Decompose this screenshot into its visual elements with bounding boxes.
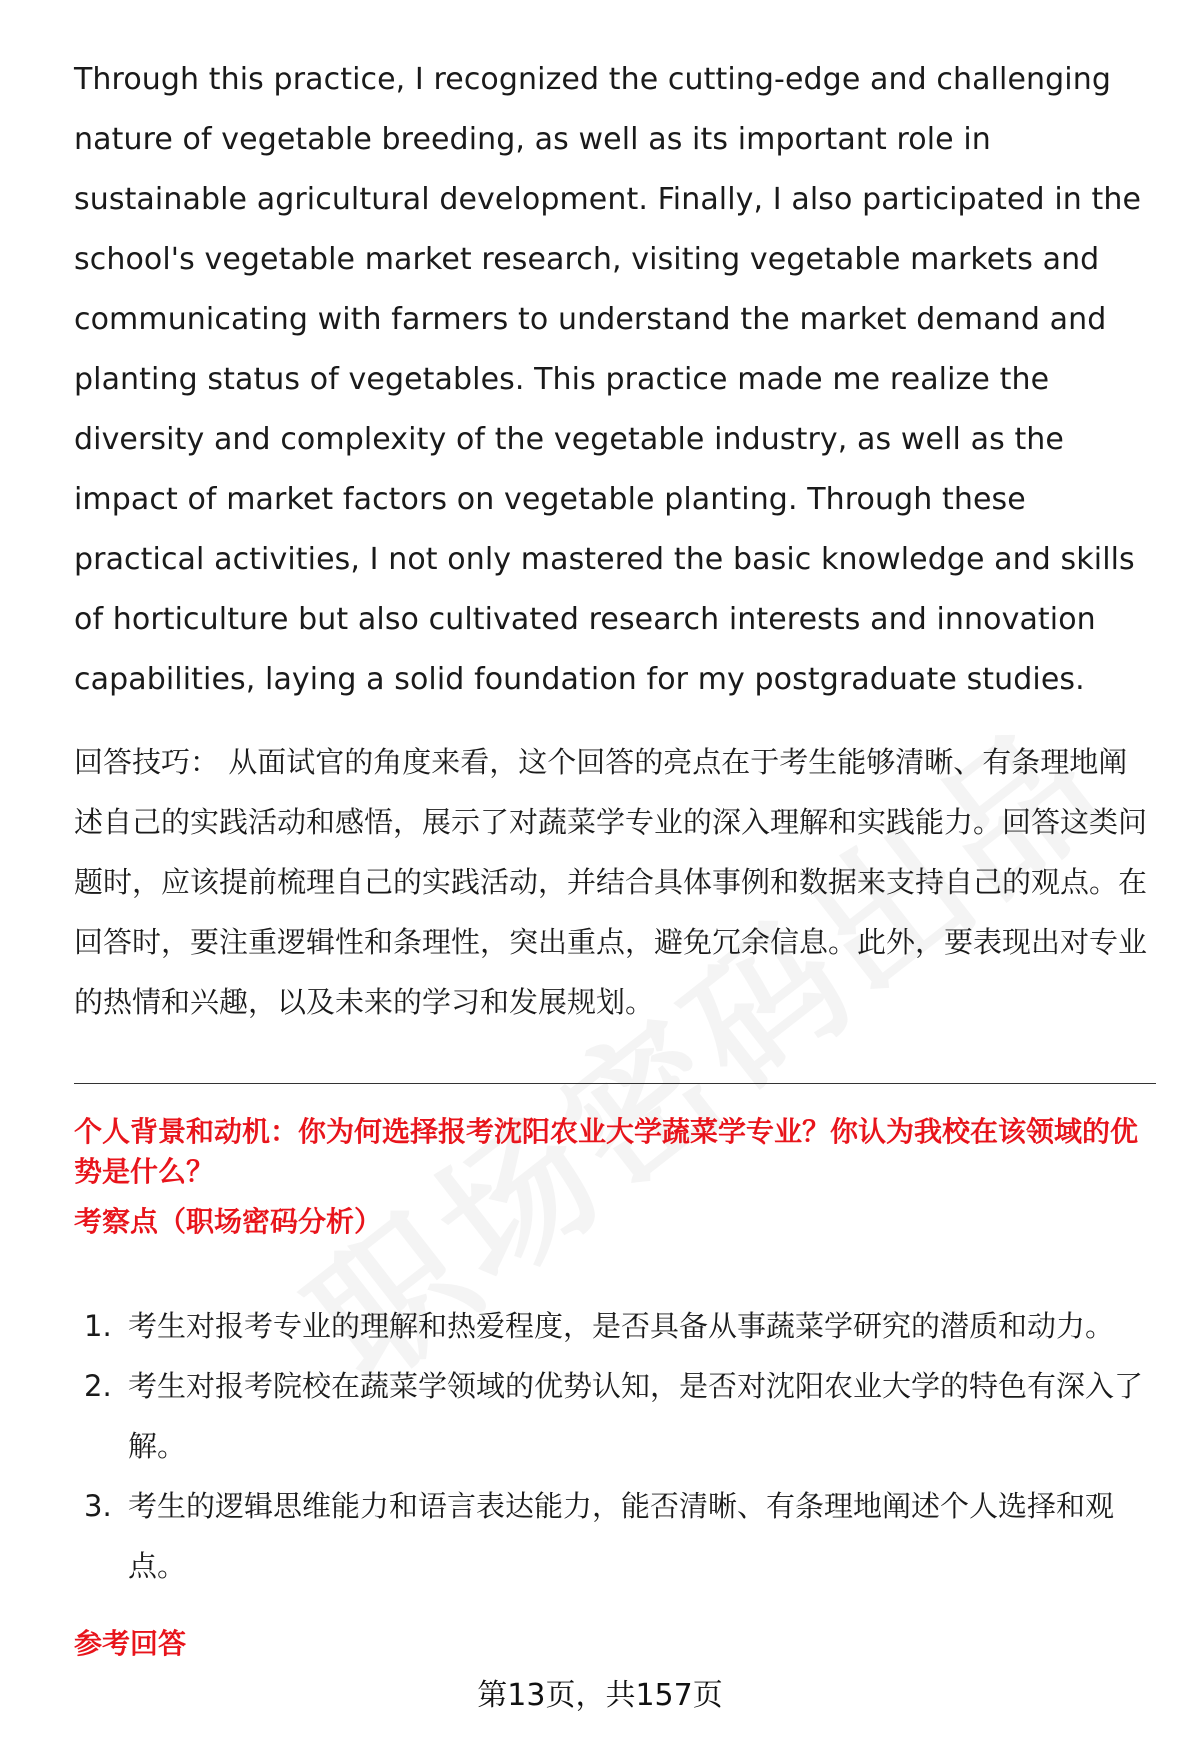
list-item-number: 1. bbox=[84, 1309, 112, 1343]
answer-tips-label: 回答技巧： bbox=[74, 745, 220, 779]
analysis-title: 考察点（职场密码分析） bbox=[74, 1205, 383, 1238]
answer-tips bbox=[74, 732, 1154, 1032]
reference-answer-title: 参考回答 bbox=[74, 1627, 187, 1660]
list-item-text: 考生对报考专业的理解和热爱程度，是否具备从事蔬菜学研究的潜质和动力。 bbox=[128, 1309, 1115, 1343]
section-divider bbox=[74, 1083, 1156, 1084]
page-footer: 第13页，共157页 bbox=[477, 1678, 723, 1713]
list-item-number: 2. bbox=[84, 1369, 112, 1403]
list-item-number: 3. bbox=[84, 1489, 112, 1523]
list-item bbox=[74, 1356, 1156, 1476]
body-paragraph: Through this practice, I recognized the cutting-edge and challenging nature of vegetable breeding, as well as its important role in sustainable agricultural development. Finally, I also participated in the school's vegetable market research, visiting vegetable markets and communicating with farmers to understand the market demand and planting status of vegetables. This practice made me realize the diversity and complexity of the vegetable industry, as well as the impact of market factors on vegetable planting. Through these practical activities, I not only mastered the basic knowledge and skills of horticulture but also cultivated research interests and innovation capabilities, laying a solid foundation for my postgraduate studies. bbox=[74, 62, 1142, 697]
list-item-text: 考生的逻辑思维能力和语言表达能力，能否清晰、有条理地阐述个人选择和观点。 bbox=[128, 1489, 1115, 1583]
question-heading: 个人背景和动机：你为何选择报考沈阳农业大学蔬菜学专业？你认为我校在该领域的优势是什么？ bbox=[74, 1115, 1139, 1188]
list-item bbox=[74, 1296, 1156, 1356]
list-item-text: 考生对报考院校在蔬菜学领域的优势认知，是否对沈阳农业大学的特色有深入了解。 bbox=[128, 1369, 1144, 1463]
answer-tips-text: 从面试官的角度来看，这个回答的亮点在于考生能够清晰、有条理地阐述自己的实践活动和感悟，展示了对蔬菜学专业的深入理解和实践能力。回答这类问题时，应该提前梳理自己的实践活动，并结合具体事例和数据来支持自己的观点。在回答时，要注重逻辑性和条理性，突出重点，避免冗余信息。此外，要表现出对专业的热情和兴趣，以及未来的学习和发展规划。 bbox=[74, 745, 1148, 1019]
list-item bbox=[74, 1476, 1156, 1596]
document-body bbox=[74, 50, 1154, 1032]
analysis-points-list bbox=[74, 1296, 1156, 1596]
